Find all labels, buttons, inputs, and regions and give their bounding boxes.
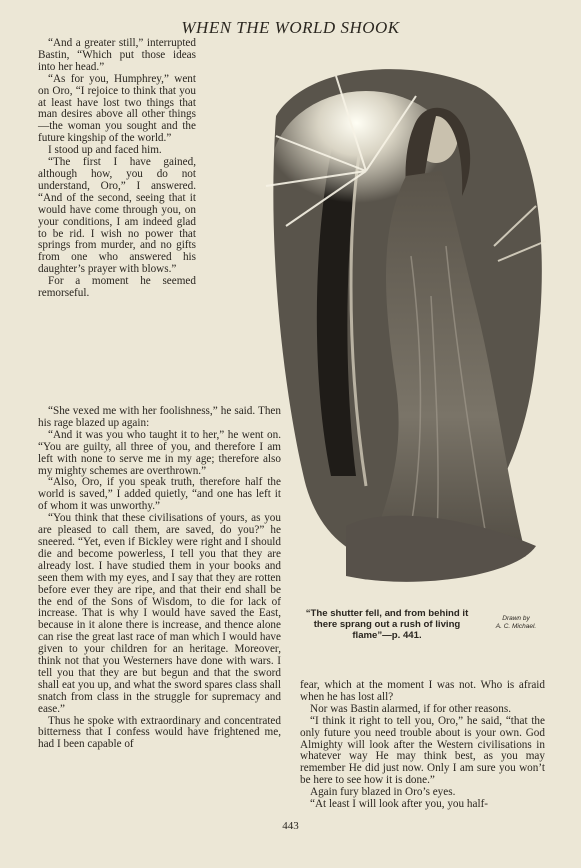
paragraph: “The first I have gained, although how, you do not understand, Oro,” I answered. “And of the second, seeing that it would have come through you, on your conditions, I am indeed glad to be rid. I wish no power that springs from murder, and no gifts from one who answered his daughter’s prayer with blows.” [38,156,196,276]
paragraph: “As for you, Humphrey,” went on Oro, “I rejoice to think that you at least have lost two things that man desires above all other things—the woman you sought and the future kingship of the world.” [38,72,196,145]
illustration [236,56,552,604]
page-number: 443 [282,820,299,832]
credit-line: A. C. Michael. [495,623,537,630]
paragraph: “And it was you who taught it to her,” he went on. “You are guilty, all three of you, and therefore I am left with none to serve me in my age; therefore also my mighty schemes are overthrown.” [38,428,281,477]
figure-caption: “The shutter fell, and from behind it there sprang out a rush of living flame”—p. 441. [305,608,469,641]
paragraph: I stood up and faced him. [48,144,162,157]
paragraph: “At least I will look after you, you half- [310,798,489,811]
paragraph: Again fury blazed in Oro’s eyes. [310,786,456,799]
paragraph: “You think that these civilisations of yours, as you are pleased to call them, are saved, do you?” he sneered. “Yet, even if Bickley were right and I should die and become powerless, I tell you that they are already lost. I have studied them in your books and seen them with my eyes, and I say that they are rotten before ever they are ripe, and that their end shall be the end of the Sons of Wisdom, to die for lack of increase. That is why I would have saved the East, because in it alone there is increase, and thence alone can rise the great last race of man which I would have given to your children for an heritage. Moreover, think not that you Westerners have done with wars. I tell you that they are but begun and that the sword shall eat you up, and what the sword spares class shall snatch from class in the struggle for supremacy and ease.” [38,512,281,715]
paragraph: “And a greater still,” interrupted Bastin, “Which put those ideas into her head.” [38,37,196,73]
paragraph: Thus he spoke with extraordinary and concentrated bitterness that I confess would have frightened me, had I been capable of [38,714,281,751]
paragraph: Nor was Bastin alarmed, if for other reasons. [310,702,512,715]
running-head: WHEN THE WORLD SHOOK [181,18,400,37]
paragraph: “I think it right to tell you, Oro,” he said, “that the only future you need trouble about is your own. God Almighty will look after the Western civilisations in whatever way He may think best, as you may remember He did just now. Only I am sure you won’t be here to see how it is done.” [300,714,545,787]
right-column-bottom [300,680,545,811]
paragraph: fear, which at the moment I was not. Who is afraid when he has lost all? [300,679,545,703]
paragraph: “She vexed me with her foolishness,” he said. Then his rage blazed up again: [38,405,281,429]
paragraph: For a moment he seemed remorseful. [38,275,196,300]
paragraph: “Also, Oro, if you speak truth, therefore half the world is saved,” I added quietly, “and one has left it of whom it was unworthy.” [38,476,281,513]
artist-credit [480,615,552,631]
credit-line: Drawn by [502,615,530,622]
